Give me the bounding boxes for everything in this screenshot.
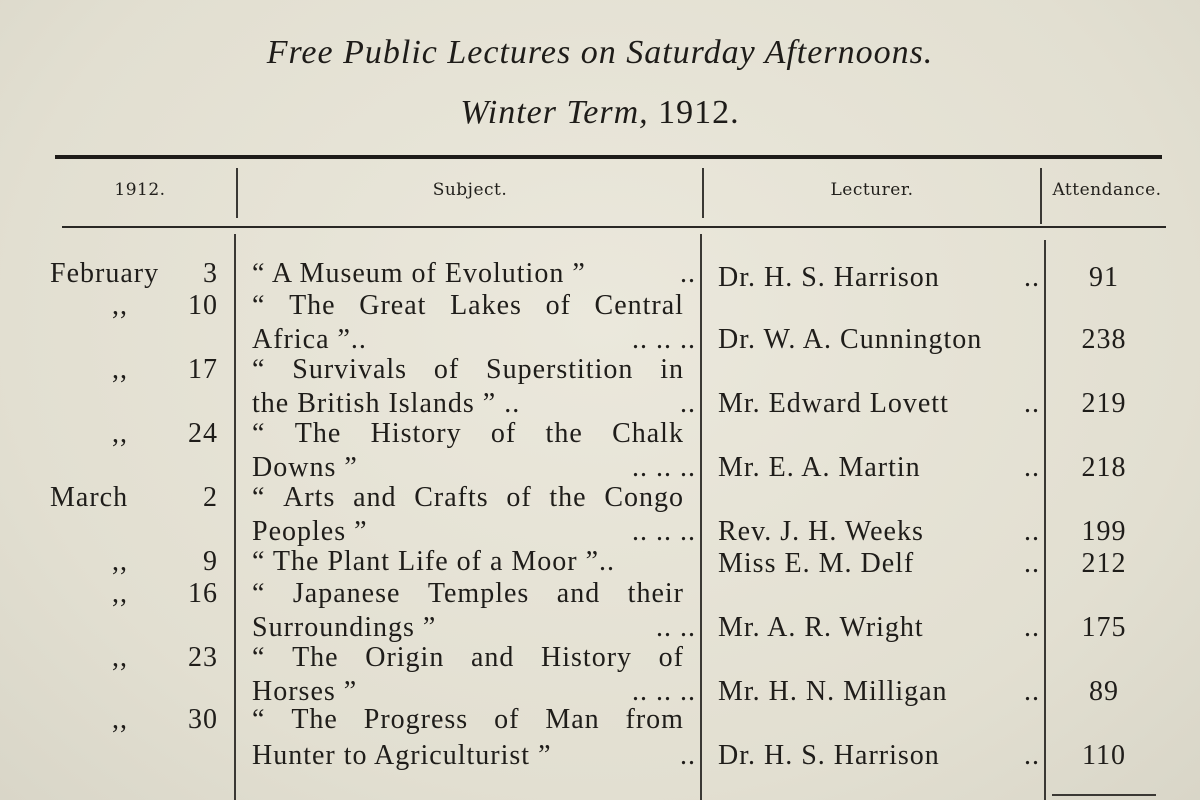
date-month: February xyxy=(50,258,160,289)
header-attendance: Attendance. xyxy=(1052,180,1162,200)
subject-leader-dots: .. .. .. xyxy=(632,452,696,483)
column-divider-2 xyxy=(700,234,702,800)
subject-line xyxy=(252,740,696,772)
subject-text: “ The Origin and History of xyxy=(252,642,684,673)
date-month: March xyxy=(50,482,129,513)
date-day: 24 xyxy=(188,418,218,449)
subject-line xyxy=(252,642,696,674)
date-cell xyxy=(0,704,220,736)
lecturer-name: Rev. J. H. Weeks xyxy=(718,516,924,547)
table-top-rule xyxy=(55,155,1162,159)
subject-text: “ Survivals of Superstition in xyxy=(252,354,684,385)
title-line-1: Free Public Lectures on Saturday Afternoons. xyxy=(266,34,934,71)
header-divider-3 xyxy=(1040,168,1042,224)
lecturer-leader-dots: .. xyxy=(1024,262,1040,293)
header-subject: Subject. xyxy=(432,180,508,200)
subject-leader-dots: .. .. .. xyxy=(632,324,696,355)
lecturer-cell xyxy=(718,676,1040,708)
subject-text: the British Islands ” .. xyxy=(252,388,521,419)
date-cell xyxy=(0,642,220,674)
subject-leader-dots: .. .. xyxy=(656,612,696,643)
lecturer-name: Mr. Edward Lovett xyxy=(718,388,949,419)
subject-leader-dots: .. xyxy=(680,388,696,419)
subject-leader-dots: .. .. .. xyxy=(632,516,696,547)
date-day: 30 xyxy=(188,704,218,735)
lecturer-name: Mr. E. A. Martin xyxy=(718,452,921,483)
ditto-mark: ,, xyxy=(112,290,128,321)
header-lecturer: Lecturer. xyxy=(830,180,914,200)
lecturer-cell xyxy=(718,262,1040,294)
title-line-2 xyxy=(0,94,1200,132)
ditto-mark: ,, xyxy=(112,546,128,577)
date-cell xyxy=(0,258,220,290)
subject-line xyxy=(252,418,696,450)
date-cell xyxy=(0,290,220,322)
subject-text: “ The History of the Chalk xyxy=(252,418,684,449)
lecturer-name: Dr. H. S. Harrison xyxy=(718,740,940,771)
date-day: 9 xyxy=(203,546,218,577)
lecturer-name: Miss E. M. Delf xyxy=(718,548,915,579)
lecturer-cell xyxy=(718,388,1040,420)
subject-line xyxy=(252,612,696,644)
attendance-value: 89 xyxy=(1089,676,1119,707)
ditto-mark: ,, xyxy=(112,418,128,449)
lecturer-name: Dr. W. A. Cunnington xyxy=(718,324,983,355)
title-term: Winter Term, xyxy=(460,94,659,131)
date-day: 17 xyxy=(188,354,218,385)
lecturer-cell xyxy=(718,452,1040,484)
lecturer-leader-dots: .. xyxy=(1024,676,1040,707)
date-day: 3 xyxy=(203,258,218,289)
lecturer-cell xyxy=(718,548,1040,580)
subject-line xyxy=(252,516,696,548)
subject-line xyxy=(252,704,696,736)
header-bottom-rule xyxy=(62,226,1166,228)
subject-text: Peoples ” xyxy=(252,516,368,547)
subject-line xyxy=(252,324,696,356)
subject-line xyxy=(252,290,696,322)
column-divider-3 xyxy=(1044,240,1046,800)
subject-line xyxy=(252,388,696,420)
subject-line xyxy=(252,452,696,484)
date-cell xyxy=(0,418,220,450)
lecturer-cell xyxy=(718,612,1040,644)
ditto-mark: ,, xyxy=(112,704,128,735)
attendance-value: 212 xyxy=(1081,548,1127,579)
attendance-value: 91 xyxy=(1089,262,1119,293)
attendance-value: 238 xyxy=(1081,324,1127,355)
column-divider-1 xyxy=(234,234,236,800)
lecturer-cell xyxy=(718,324,1040,356)
subject-text: Surroundings ” xyxy=(252,612,437,643)
date-cell xyxy=(0,482,220,514)
header-date: 1912. xyxy=(114,180,166,200)
subject-text: Hunter to Agriculturist ” xyxy=(252,740,552,771)
date-day: 23 xyxy=(188,642,218,673)
attendance-value: 218 xyxy=(1081,452,1127,483)
subject-line xyxy=(252,482,696,514)
lecturer-leader-dots: .. xyxy=(1024,740,1040,771)
attendance-value: 219 xyxy=(1081,388,1127,419)
subject-text: “ Arts and Crafts of the Congo xyxy=(252,482,684,513)
header-divider-1 xyxy=(236,168,238,218)
subject-text: “ A Museum of Evolution ” xyxy=(252,258,586,289)
date-cell xyxy=(0,578,220,610)
lecturer-cell xyxy=(718,516,1040,548)
date-day: 16 xyxy=(188,578,218,609)
lecturer-cell xyxy=(718,740,1040,772)
subject-line xyxy=(252,354,696,386)
date-cell xyxy=(0,354,220,386)
lecturer-leader-dots: .. xyxy=(1024,516,1040,547)
date-cell xyxy=(0,546,220,578)
ditto-mark: ,, xyxy=(112,642,128,673)
subject-text: Horses ” xyxy=(252,676,358,707)
attendance-value: 199 xyxy=(1081,516,1127,547)
subject-leader-dots: .. xyxy=(680,258,696,289)
ditto-mark: ,, xyxy=(112,354,128,385)
lecturer-name: Mr. H. N. Milligan xyxy=(718,676,948,707)
date-day: 2 xyxy=(203,482,218,513)
date-day: 10 xyxy=(188,290,218,321)
subject-text: Africa ”.. xyxy=(252,324,367,355)
header-divider-2 xyxy=(702,168,704,218)
subject-text: “ The Plant Life of a Moor ”.. xyxy=(252,546,616,577)
subject-text: Downs ” xyxy=(252,452,358,483)
title-year: 1912. xyxy=(658,94,740,131)
attendance-total-rule xyxy=(1052,794,1156,796)
subject-line xyxy=(252,578,696,610)
lecturer-leader-dots: .. xyxy=(1024,612,1040,643)
lecturer-name: Dr. H. S. Harrison xyxy=(718,262,940,293)
attendance-value: 110 xyxy=(1082,740,1126,771)
subject-text: “ Japanese Temples and their xyxy=(252,578,684,609)
lecturer-leader-dots: .. xyxy=(1024,452,1040,483)
lecturer-name: Mr. A. R. Wright xyxy=(718,612,924,643)
subject-line xyxy=(252,546,696,578)
ditto-mark: ,, xyxy=(112,578,128,609)
subject-line xyxy=(252,258,696,290)
subject-leader-dots: .. .. .. xyxy=(632,676,696,707)
subject-leader-dots: .. xyxy=(680,740,696,771)
lecturer-leader-dots: .. xyxy=(1024,548,1040,579)
lecturer-leader-dots: .. xyxy=(1024,388,1040,419)
subject-text: “ The Progress of Man from xyxy=(252,704,684,735)
subject-text: “ The Great Lakes of Central xyxy=(252,290,684,321)
attendance-value: 175 xyxy=(1081,612,1127,643)
